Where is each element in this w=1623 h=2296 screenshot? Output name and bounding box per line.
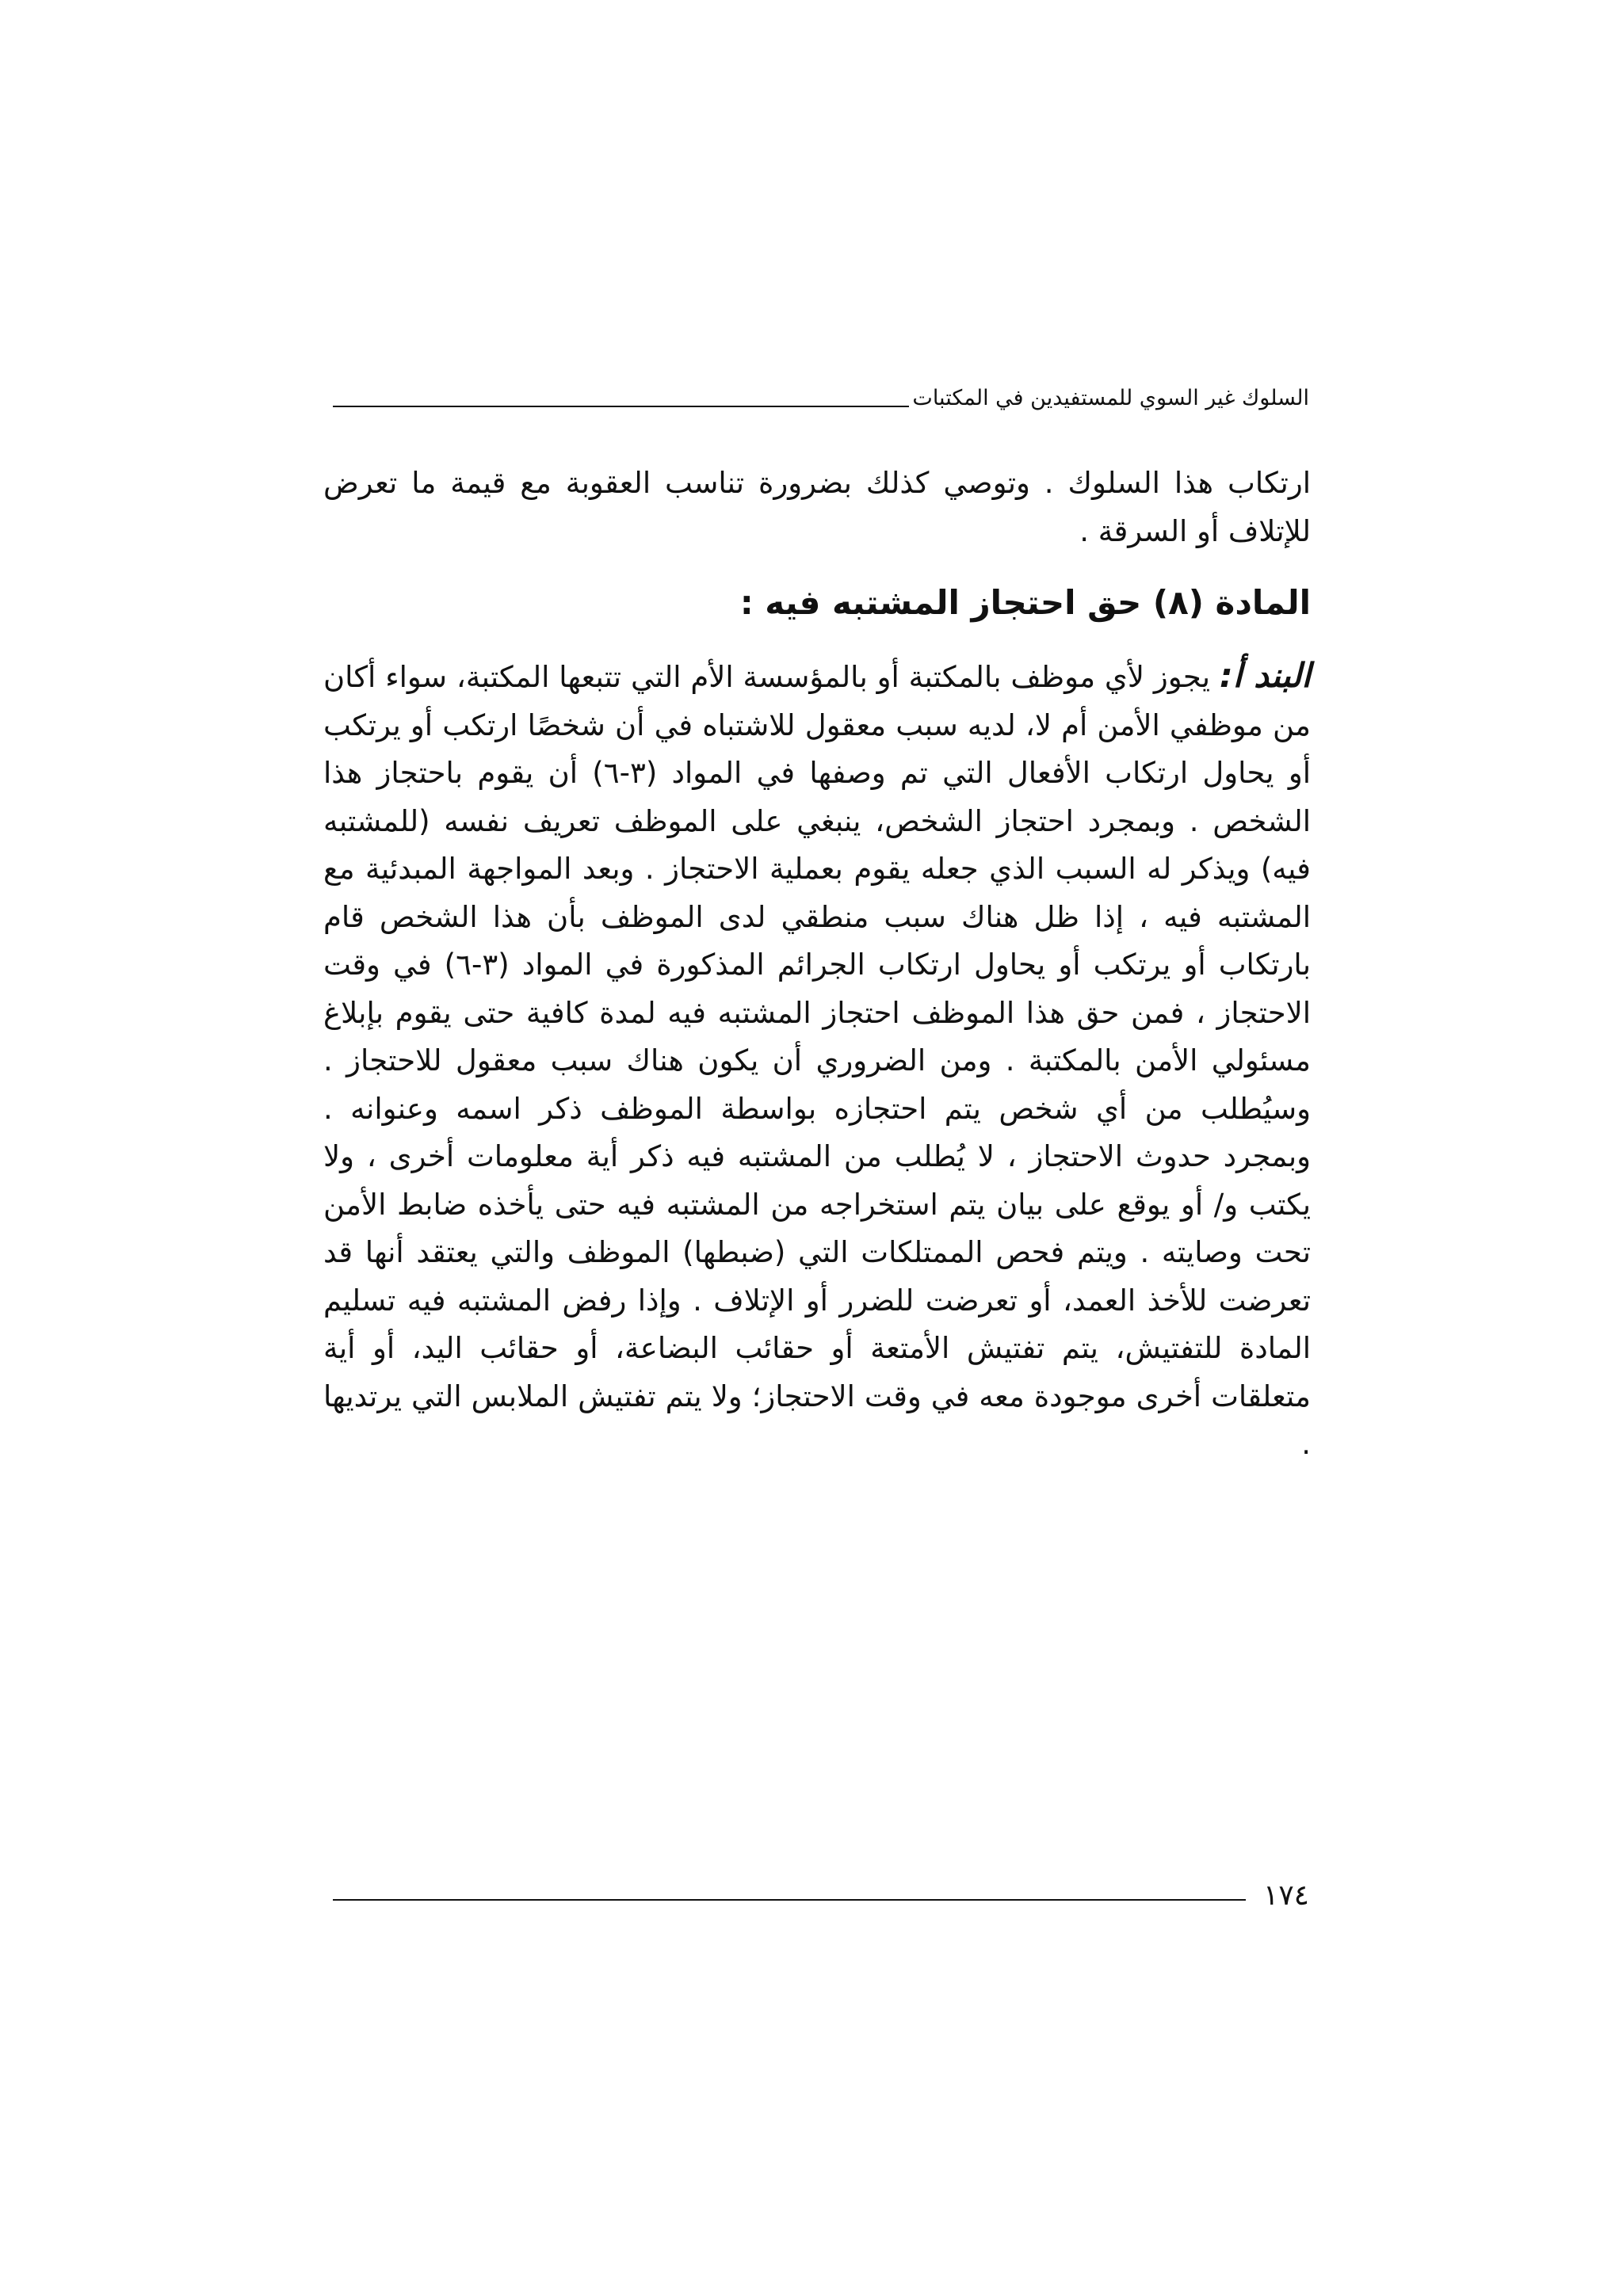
footer-rule: [333, 1899, 1246, 1901]
page-body: [323, 460, 1311, 1469]
clause-text: يجوز لأي موظف بالمكتبة أو بالمؤسسة الأم التي تتبعها المكتبة، سواء أكان من موظفي الأمن أم لا، لديه سبب معقول للاشتباه في أن شخصًا ارتكب أو يرتكب أو يحاول ارتكاب الأفعال التي تم وصفها في المواد (٣-٦) أن يقوم باحتجاز هذا الشخص . وبمجرد احتجاز الشخص، ينبغي على الموظف تعريف نفسه (للمشتبه فيه) ويذكر له السبب الذي جعله يقوم بعملية الاحتجاز . وبعد المواجهة المبدئية مع المشتبه فيه ، إذا ظل هناك سبب منطقي لدى الموظف بأن هذا الشخص قام بارتكاب أو يرتكب أو يحاول ارتكاب الجرائم المذكورة في المواد (٣-٦) في وقت الاحتجاز ، فمن حق هذا الموظف احتجاز المشتبه فيه لمدة كافية حتى يقوم بإبلاغ مسئولي الأمن بالمكتبة . ومن الضروري أن يكون هناك سبب معقول للاحتجاز . وسيُطلب من أي شخص يتم احتجازه بواسطة الموظف ذكر اسمه وعنوانه . وبمجرد حدوث الاحتجاز ، لا يُطلب من المشتبه فيه ذكر أية معلومات أخرى ، ولا يكتب و/ أو يوقع على بيان يتم استخراجه من المشتبه فيه حتى يأخذه ضابط الأمن تحت وصايته . ويتم فحص الممتلكات التي (ضبطها) الموظف والتي يعتقد أنها قد تعرضت للأخذ العمد، أو تعرضت للضرر أو الإتلاف . وإذا رفض المشتبه فيه تسليم المادة للتفتيش، يتم تفتيش الأمتعة أو حقائب البضاعة، أو حقائب اليد، أو أية متعلقات أخرى موجودة معه في وقت الاحتجاز؛ ولا يتم تفتيش الملابس التي يرتديها .: [323, 660, 1312, 1461]
intro-paragraph: ارتكاب هذا السلوك . وتوصي كذلك بضرورة تناسب العقوبة مع قيمة ما تعرض للإتلاف أو السرقة .: [323, 466, 1311, 548]
page-footer: [333, 1876, 1309, 1916]
header-rule: [333, 406, 909, 407]
clause-paragraph: [323, 652, 1311, 1469]
article-heading: المادة (٨) حق احتجاز المشتبه فيه :: [739, 583, 1311, 622]
running-header-title: السلوك غير السوي للمستفيدين في المكتبات: [912, 386, 1309, 410]
clause-label: البند أ:: [1219, 656, 1311, 695]
running-header: [333, 372, 1309, 412]
page-number: ١٧٤: [1262, 1879, 1309, 1912]
